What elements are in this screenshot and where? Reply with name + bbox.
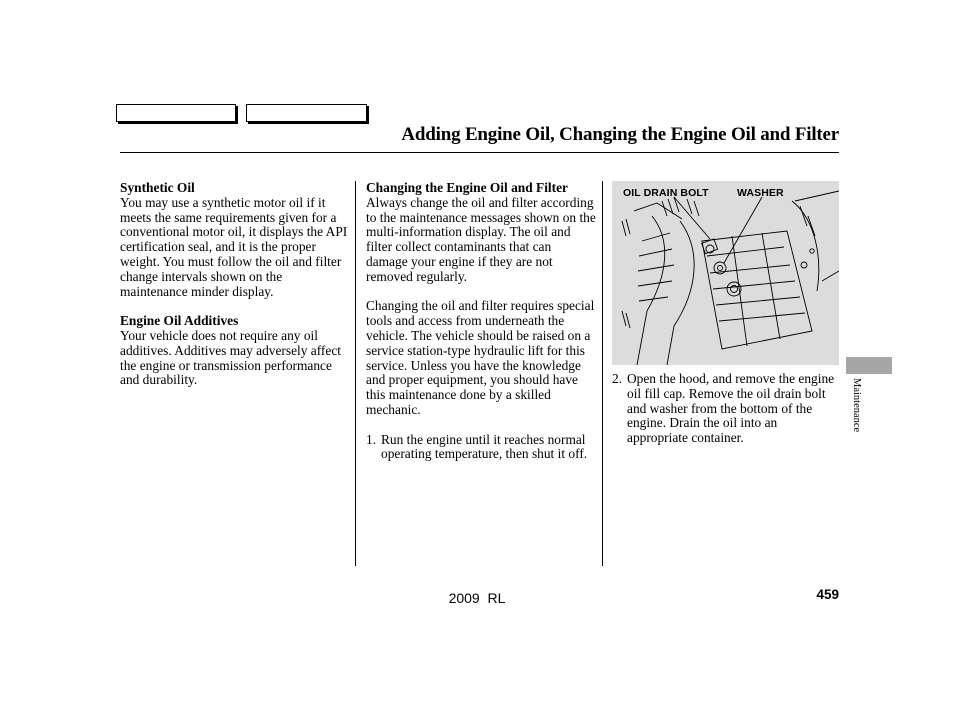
oil-drain-illustration xyxy=(612,181,839,365)
paragraph-change-intervals: Always change the oil and filter according to the maintenance messages shown on the multi-information display. The oil and filter collect contaminants that can damage your engine if they are not removed regularly. xyxy=(366,194,596,284)
step-1-number: 1. xyxy=(366,431,377,447)
nav-box-right[interactable] xyxy=(246,104,367,122)
title-rule xyxy=(120,152,839,153)
column-middle xyxy=(366,181,596,462)
heading-changing-oil-filter: Changing the Engine Oil and Filter xyxy=(366,180,569,195)
page-number: 459 xyxy=(816,587,839,602)
label-washer: WASHER xyxy=(737,187,784,199)
step-1 xyxy=(366,433,596,463)
paragraph-synthetic-oil: You may use a synthetic motor oil if it meets the same requirements given for a conventional motor oil, it displays the API certification seal, and it is the proper weight. You must follow the oil and filter change intervals shown on the maintenance minder display. xyxy=(120,194,348,299)
column-left xyxy=(120,181,348,388)
engine-underside-drawing xyxy=(612,181,839,365)
label-oil-drain-bolt: OIL DRAIN BOLT xyxy=(623,187,709,199)
heading-engine-oil-additives: Engine Oil Additives xyxy=(120,313,239,329)
paragraph-special-tools: Changing the oil and filter requires special tools and access from underneath the vehicle. The vehicle should be raised on a service station-type hydraulic lift for this service. Unless you have the knowledge and proper equipment, you should have this maintenance done by a skilled mechanic. xyxy=(366,298,595,417)
nav-box-left[interactable] xyxy=(116,104,236,122)
column-divider-2 xyxy=(602,181,603,566)
step-2-text: Open the hood, and remove the engine oil fill cap. Remove the oil drain bolt and washer from the bottom of the engine. Drain the oil into an appropriate container. xyxy=(627,371,835,446)
step-2 xyxy=(612,372,840,446)
heading-synthetic-oil: Synthetic Oil xyxy=(120,180,195,195)
section-label-maintenance: Maintenance xyxy=(851,378,862,433)
page-title: Adding Engine Oil, Changing the Engine Oil and Filter xyxy=(401,124,839,145)
section-tab[interactable] xyxy=(846,357,892,374)
footer-model: 2009 RL xyxy=(448,590,506,606)
paragraph-engine-oil-additives: Your vehicle does not require any oil additives. Additives may adversely affect the engine or transmission performance and durability. xyxy=(120,327,342,388)
step-2-number: 2. xyxy=(612,371,623,386)
step-1-text: Run the engine until it reaches normal operating temperature, then shut it off. xyxy=(381,431,588,462)
column-right xyxy=(612,372,840,446)
column-divider-1 xyxy=(355,181,356,566)
